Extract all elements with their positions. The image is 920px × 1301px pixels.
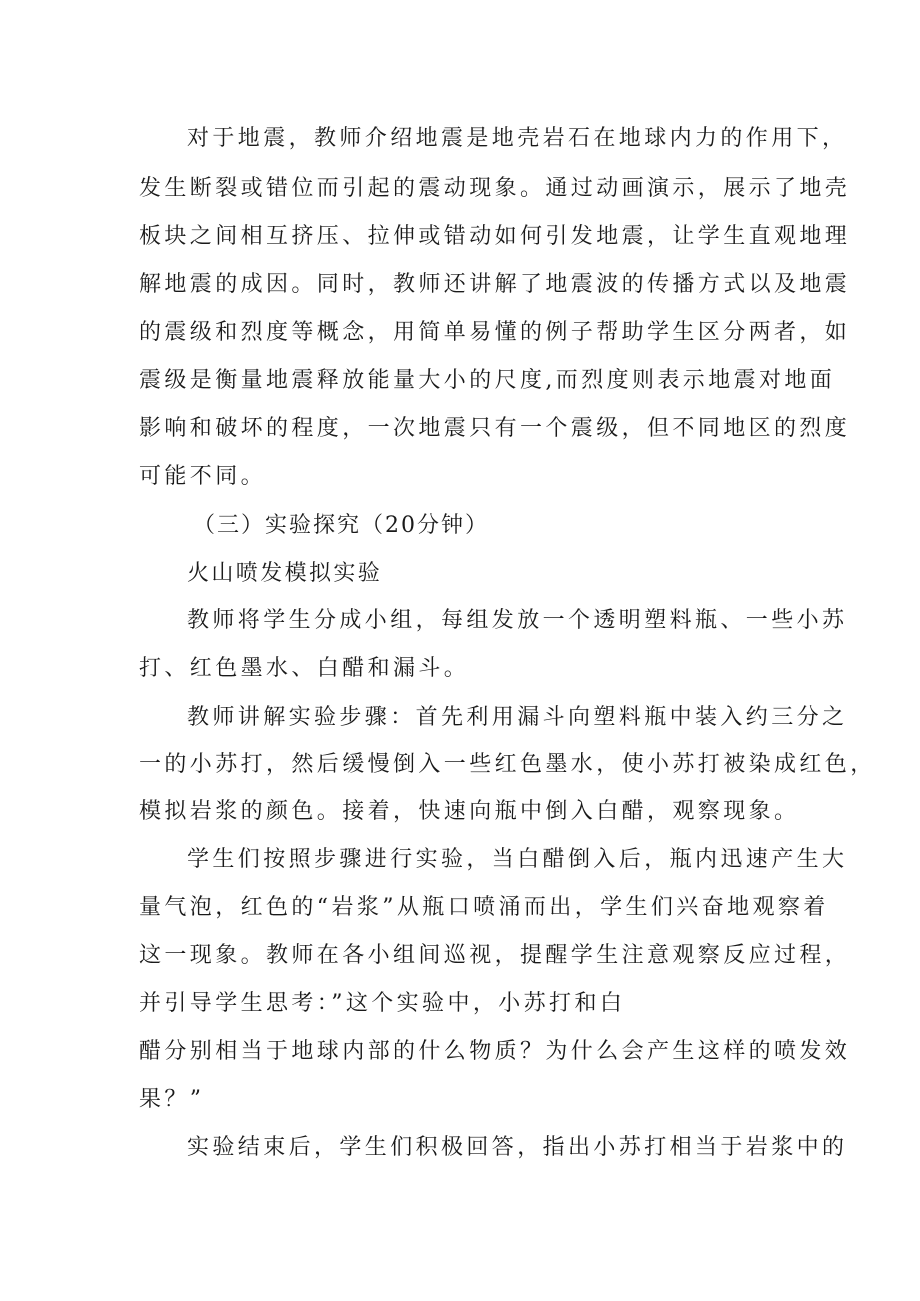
paragraph-conclusion-line-1: 实验结束后，学生们积极回答，指出小苏打相当于岩浆中的	[187, 1135, 848, 1160]
paragraph-steps-line-1: 教师讲解实验步骤：首先利用漏斗向塑料瓶中装入约三分之	[187, 705, 848, 730]
paragraph-earthquake-line-6: 震级是衡量地震释放能量大小的尺度,而烈度则表示地震对地面	[139, 368, 836, 393]
paragraph-earthquake-line-3: 板块之间相互挤压、拉伸或错动如何引发地震，让学生直观地理	[139, 224, 851, 249]
paragraph-materials-line-2: 打、红色墨水、白醋和漏斗。	[139, 656, 470, 681]
experiment-title: 火山喷发模拟实验	[187, 561, 383, 586]
paragraph-earthquake-line-5: 的震级和烈度等概念，用简单易懂的例子帮助学生区分两者，如	[139, 320, 851, 345]
paragraph-observation-line-6: 果？”	[139, 1087, 205, 1112]
paragraph-earthquake-line-4: 解地震的成因。同时，教师还讲解了地震波的传播方式以及地震	[139, 272, 851, 297]
paragraph-earthquake-line-7: 影响和破坏的程度，一次地震只有一个震级，但不同地区的烈度	[139, 416, 851, 441]
paragraph-observation-line-1: 学生们按照步骤进行实验，当白醋倒入后，瓶内迅速产生大	[187, 847, 848, 872]
paragraph-earthquake-line-2: 发生断裂或错位而引起的震动现象。通过动画演示，展示了地壳	[139, 176, 851, 201]
paragraph-observation-line-4: 并引导学生思考：”这个实验中，小苏打和白	[139, 991, 626, 1016]
paragraph-observation-line-3: 这一现象。教师在各小组间巡视，提醒学生注意观察反应过程，	[139, 943, 851, 968]
paragraph-observation-line-2: 量气泡，红色的“岩浆”从瓶口喷涌而出，学生们兴奋地观察着	[139, 895, 829, 920]
paragraph-steps-line-3: 模拟岩浆的颜色。接着，快速向瓶中倒入白醋，观察现象。	[139, 799, 800, 824]
paragraph-steps-line-2: 一的小苏打，然后缓慢倒入一些红色墨水，使小苏打被染成红色，	[139, 752, 876, 777]
paragraph-earthquake-line-8: 可能不同。	[139, 464, 267, 489]
section-heading: （三）实验探究（20分钟）	[193, 513, 489, 538]
paragraph-earthquake-line-1: 对于地震，教师介绍地震是地壳岩石在地球内力的作用下，	[187, 126, 848, 151]
paragraph-materials-line-1: 教师将学生分成小组，每组发放一个透明塑料瓶、一些小苏	[187, 608, 848, 633]
paragraph-observation-line-5: 醋分别相当于地球内部的什么物质？为什么会产生这样的喷发效	[139, 1039, 851, 1064]
